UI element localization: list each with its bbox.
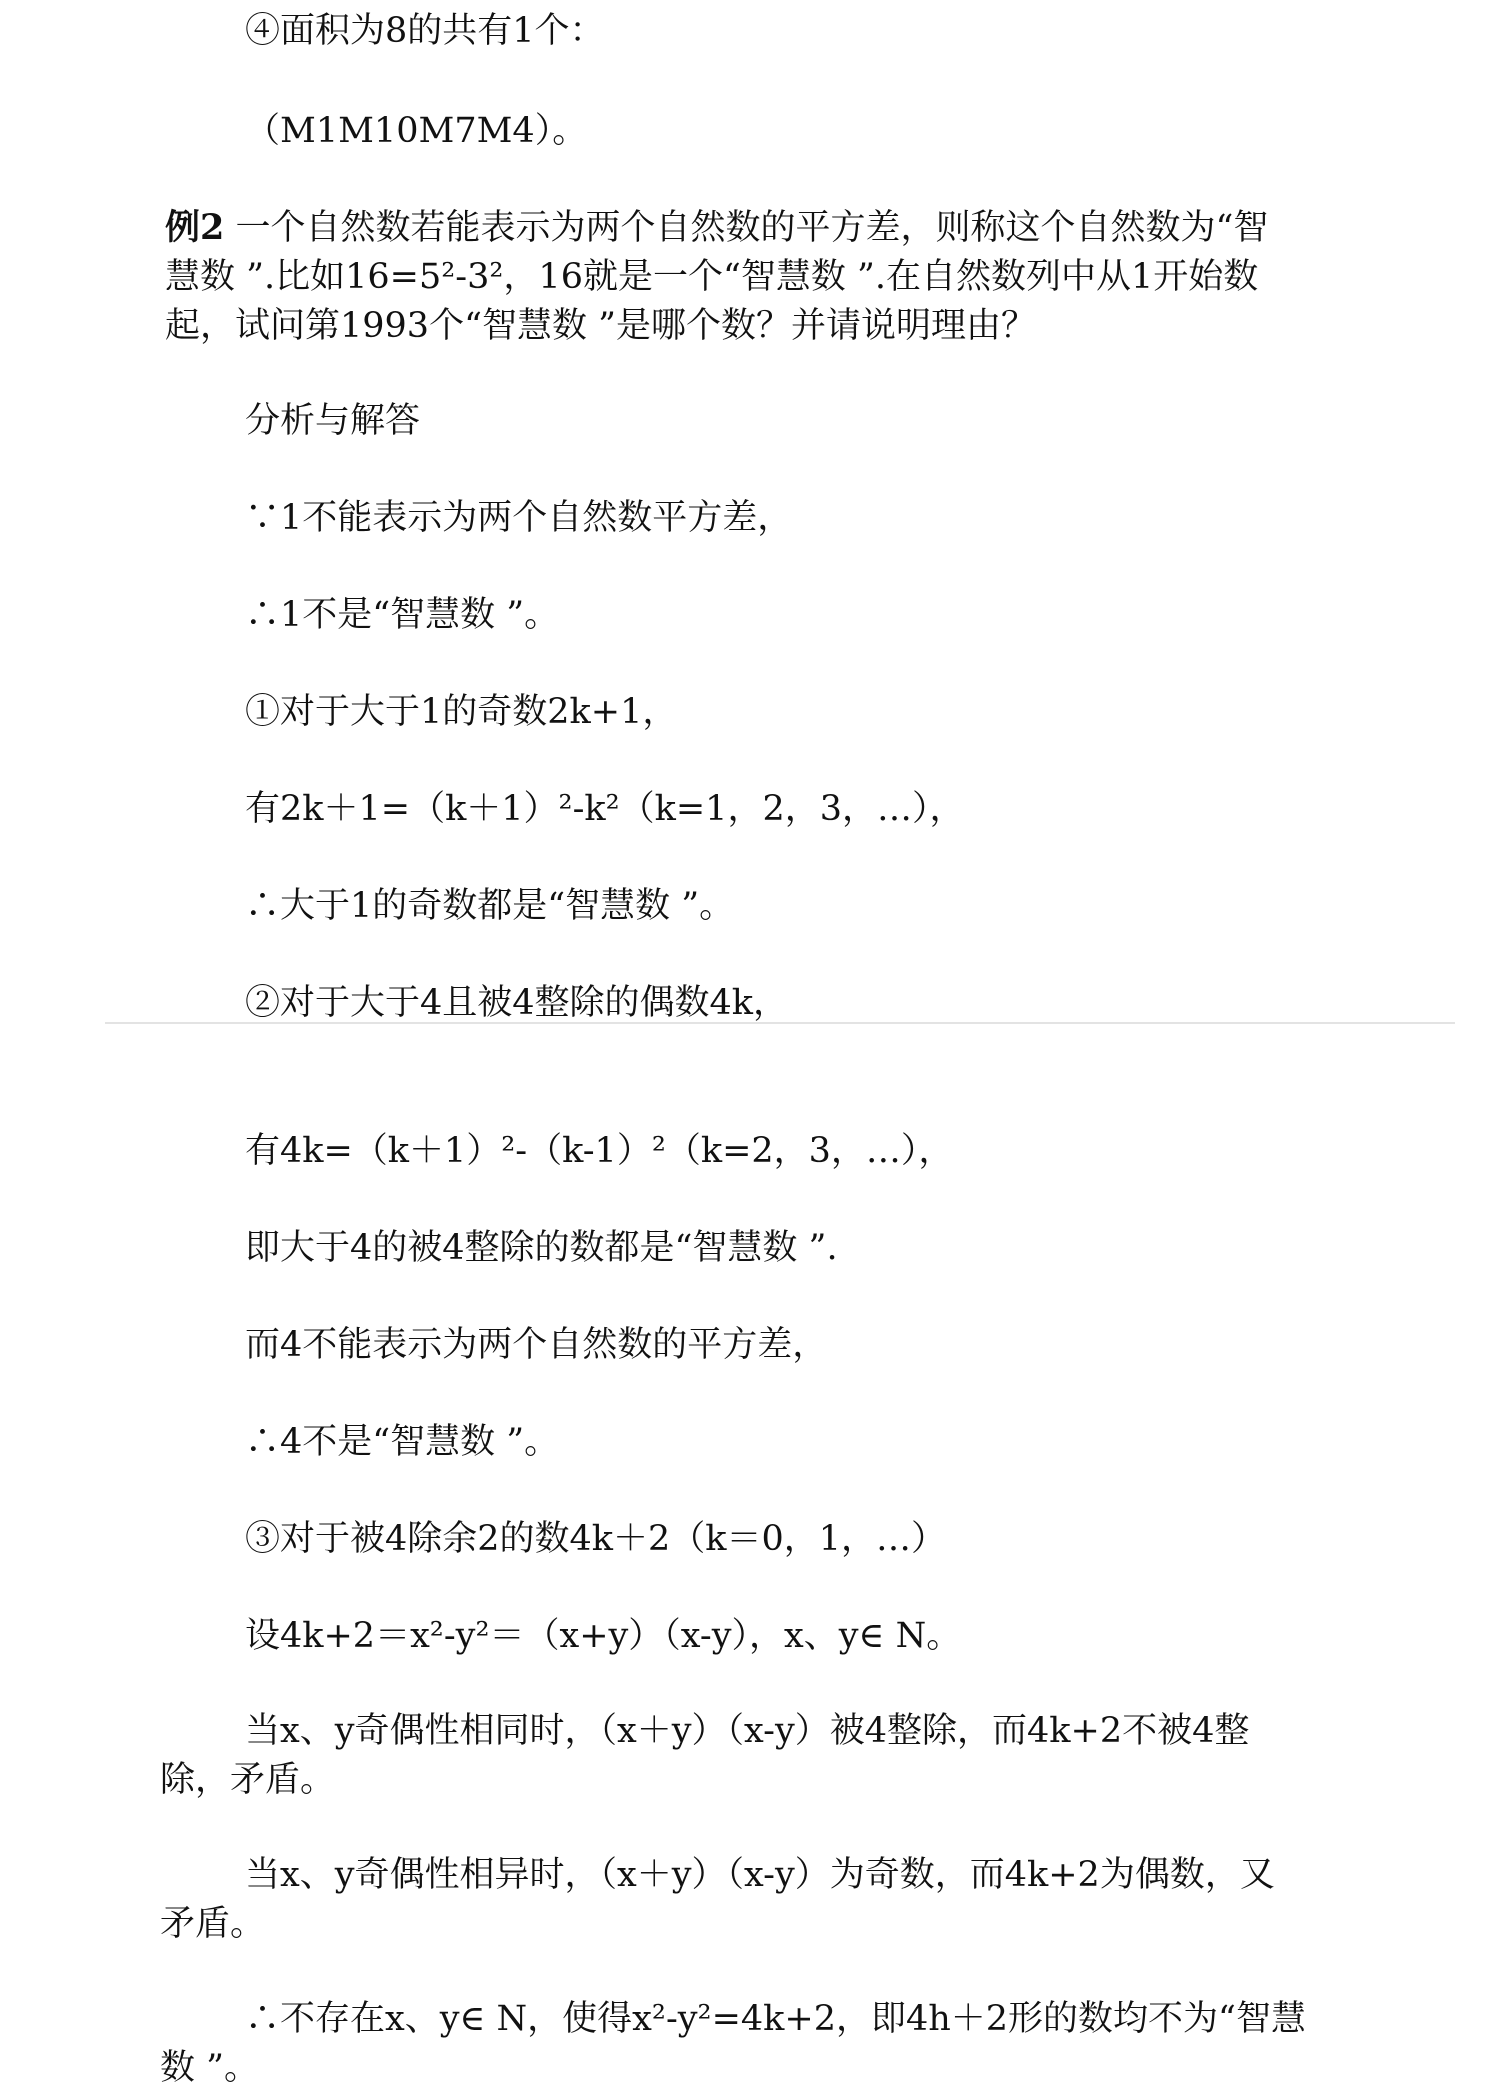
different-parity-line-2: 矛盾。	[160, 1904, 266, 1944]
continued-line-5: ③对于被4除余2的数4k＋2（k＝0，1，…）	[245, 1519, 947, 1559]
conclusion-line-2: 数 ”。	[160, 2048, 260, 2088]
analysis-line-6: ②对于大于4且被4整除的偶数4k，	[245, 983, 789, 1023]
analysis-line-3: ①对于大于1的奇数2k+1，	[245, 692, 678, 732]
analysis-line-4: 有2k＋1=（k＋1）²-k²（k=1，2，3，…），	[245, 789, 965, 829]
different-parity-line-1: 当x、y奇偶性相异时，（x＋y）（x-y）为奇数，而4k+2为偶数，又	[245, 1855, 1275, 1895]
continued-line-1: 有4k=（k＋1）²-（k-1）²（k=2，3，…），	[245, 1131, 954, 1171]
continued-line-4: ∴4不是“智慧数 ”。	[245, 1422, 560, 1462]
example-2-line-1	[165, 205, 1268, 251]
analysis-line-1: ∵1不能表示为两个自然数平方差，	[245, 498, 793, 538]
example-2-line-3: 起，试问第1993个“智慧数 ”是哪个数？并请说明理由？	[165, 306, 1036, 346]
continued-line-2: 即大于4的被4整除的数都是“智慧数 ”.	[245, 1228, 838, 1268]
area-eight-set-line: （M1M10M7M4）。	[245, 111, 588, 151]
example-text: 一个自然数若能表示为两个自然数的平方差，则称这个自然数为“智	[224, 208, 1269, 248]
analysis-heading: 分析与解答	[245, 401, 421, 441]
same-parity-line-2: 除，矛盾。	[160, 1760, 336, 1800]
conclusion-line-1: ∴不存在x、y∈ N，使得x²-y²=4k+2，即4h＋2形的数均不为“智慧	[245, 1999, 1306, 2039]
same-parity-line-1: 当x、y奇偶性相同时，（x＋y）（x-y）被4整除，而4k+2不被4整	[245, 1711, 1250, 1751]
example-2-line-2: 慧数 ”.比如16=5²-3²，16就是一个“智慧数 ”.在自然数列中从1开始数	[165, 257, 1259, 297]
continued-line-3: 而4不能表示为两个自然数的平方差，	[245, 1325, 828, 1365]
area-eight-count-line: ④面积为8的共有1个：	[245, 11, 605, 51]
analysis-line-5: ∴大于1的奇数都是“智慧数 ”。	[245, 886, 735, 926]
analysis-line-2: ∴1不是“智慧数 ”。	[245, 595, 560, 635]
continued-line-6: 设4k+2＝x²-y²＝（x+y）（x-y），x、y∈ N。	[245, 1616, 962, 1656]
example-label: 例2	[165, 207, 225, 248]
page-divider	[105, 1022, 1455, 1024]
